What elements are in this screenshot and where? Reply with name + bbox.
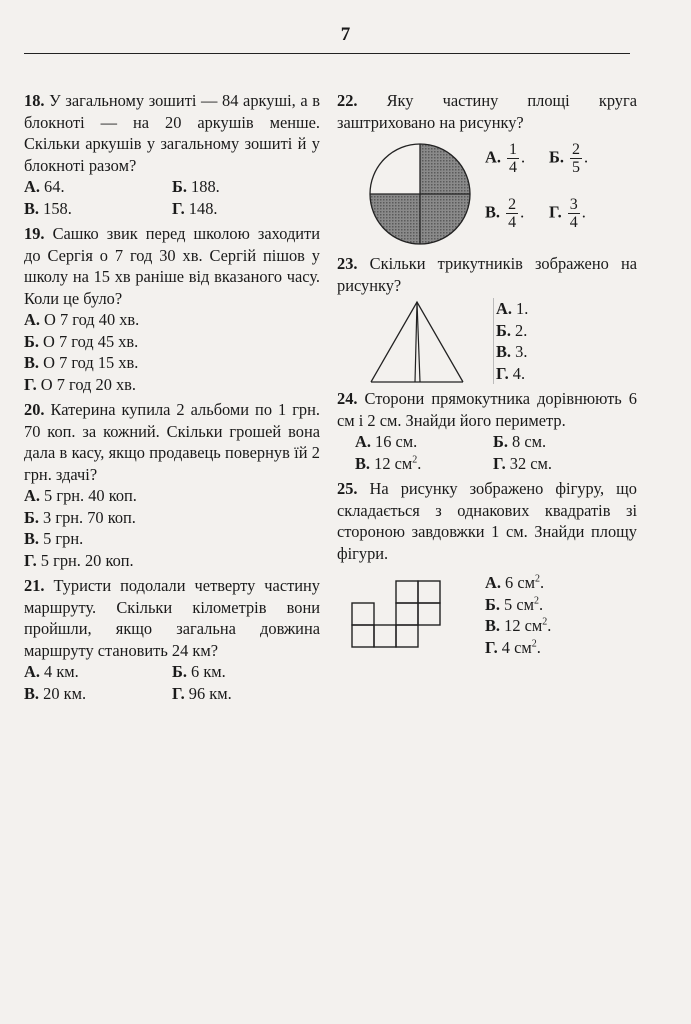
option-g[interactable]: Г. О 7 год 20 хв.: [24, 374, 137, 394]
question-text: На рисунку зображено фігуру, що складається з однакових квадратів зі стороною завдовжки 1 см. Знайди площу фігури.: [337, 479, 637, 563]
option-a[interactable]: А. 4 км.: [24, 662, 79, 681]
option-v[interactable]: В. 3.: [496, 342, 528, 361]
option-g[interactable]: Г. 96 км.: [172, 683, 232, 703]
option-g[interactable]: Г. 32 см.: [493, 453, 553, 473]
fraction: $\frac{2}{4}$: [508, 196, 517, 231]
option-v[interactable]: В. 12 $см^2$.: [485, 616, 552, 635]
option-a[interactable]: А. 5 грн. 40 коп.: [24, 486, 137, 505]
answer-options: [24, 485, 320, 571]
option-v[interactable]: В. 5 грн.: [24, 529, 84, 548]
option-g[interactable]: Г. 148.: [172, 198, 218, 218]
option-b[interactable]: Б. 188.: [172, 177, 220, 196]
answer-options: [24, 309, 320, 395]
option-b[interactable]: Б. 6 км.: [172, 662, 226, 681]
question-20: [24, 399, 320, 571]
triangles-figure: [367, 300, 467, 384]
option-a[interactable]: А. 64.: [24, 177, 65, 196]
question-18: [24, 90, 320, 219]
fraction: $\frac{2}{5}$: [572, 141, 581, 176]
answer-options: [485, 572, 551, 658]
option-a[interactable]: А. 6 $см^2$.: [485, 573, 545, 592]
option-a[interactable]: А. 16 см.: [355, 432, 418, 451]
option-b[interactable]: Б. 5 $см^2$.: [485, 594, 544, 614]
question-text: Туристи подолали четверту частину маршруту. Скільки кілометрів вони пройшли, якщо загальна довжина маршруту становить 24 км?: [24, 576, 320, 660]
circle-figure: [365, 139, 475, 249]
option-b[interactable]: Б. 3 грн. 70 коп.: [24, 507, 136, 527]
question-number: 22.: [337, 91, 358, 110]
option-v[interactable]: В. $\frac{2}{4}$ .: [485, 196, 525, 231]
question-24: [337, 388, 637, 474]
question-number: 23.: [337, 254, 358, 273]
option-v[interactable]: В. 12 $см^2$.: [355, 453, 422, 473]
question-23: [337, 253, 637, 384]
question-text: Катерина купила 2 альбоми по 1 грн. 70 коп. за кожний. Скільки грошей вона дала в касу, якщо продавець повернув їй 2 грн. здачі?: [24, 400, 320, 484]
question-text: Сторони прямокутника дорівнюють 6 см і 2 см. Знайди його периметр.: [337, 389, 637, 430]
left-column: [24, 90, 320, 708]
shaded-quarter-bottom-left: [370, 194, 420, 244]
question-text: Яку частину площі круга заштриховано на рисунку?: [337, 91, 637, 132]
answer-options: [337, 431, 637, 474]
answer-options: [485, 141, 613, 231]
answer-options: [24, 661, 320, 704]
option-v[interactable]: В. О 7 год 15 хв.: [24, 353, 139, 372]
option-g[interactable]: Г. 4 $см^2$.: [485, 637, 541, 657]
answer-options: [493, 298, 528, 384]
question-text: У загальному зошиті — 84 аркуші, а в блокноті — на 20 аркушів менше. Скільки аркушів у загальному зошиті й у блокноті разом?: [24, 91, 320, 175]
fraction: $\frac{1}{4}$: [509, 141, 518, 176]
option-a[interactable]: А. $\frac{1}{4}$ .: [485, 141, 526, 176]
option-v[interactable]: В. 158.: [24, 198, 72, 218]
question-number: 21.: [24, 576, 45, 595]
option-b[interactable]: Б. $\frac{2}{5}$ .: [549, 141, 589, 176]
option-g[interactable]: Г. 5 грн. 20 коп.: [24, 550, 134, 570]
option-g[interactable]: Г. 4.: [496, 363, 526, 383]
question-text: Скільки трикутників зображено на рисунку?: [337, 254, 637, 295]
question-number: 19.: [24, 224, 45, 243]
option-b[interactable]: Б. 8 см.: [493, 432, 547, 451]
answer-options: [24, 176, 320, 219]
option-a[interactable]: А. 1.: [496, 299, 529, 318]
fraction: $\frac{3}{4}$: [569, 196, 578, 231]
header-rule: [24, 53, 630, 54]
option-a[interactable]: А. О 7 год 40 хв.: [24, 310, 140, 329]
question-21: [24, 575, 320, 704]
shaded-quarter-bottom-right: [420, 194, 470, 244]
option-g[interactable]: Г. $\frac{3}{4}$ .: [549, 196, 586, 231]
question-19: [24, 223, 320, 395]
question-22: [337, 90, 637, 249]
question-25: [337, 478, 637, 658]
page-number: 7: [340, 24, 351, 45]
option-b[interactable]: Б. 2.: [496, 320, 528, 340]
option-b[interactable]: Б. О 7 год 45 хв.: [24, 331, 139, 351]
question-number: 25.: [337, 479, 358, 498]
question-text: Сашко звик перед школою заходити до Сергія о 7 год 30 хв. Сергій пішов у школу на 15 хв раніше від вказаного часу. Коли це було?: [24, 224, 320, 308]
question-number: 18.: [24, 91, 45, 110]
shaded-quarter-top-right: [420, 144, 470, 194]
squares-figure: [351, 578, 443, 650]
option-v[interactable]: В. 20 км.: [24, 683, 87, 703]
question-number: 20.: [24, 400, 45, 419]
right-column: [337, 90, 637, 662]
question-number: 24.: [337, 389, 358, 408]
